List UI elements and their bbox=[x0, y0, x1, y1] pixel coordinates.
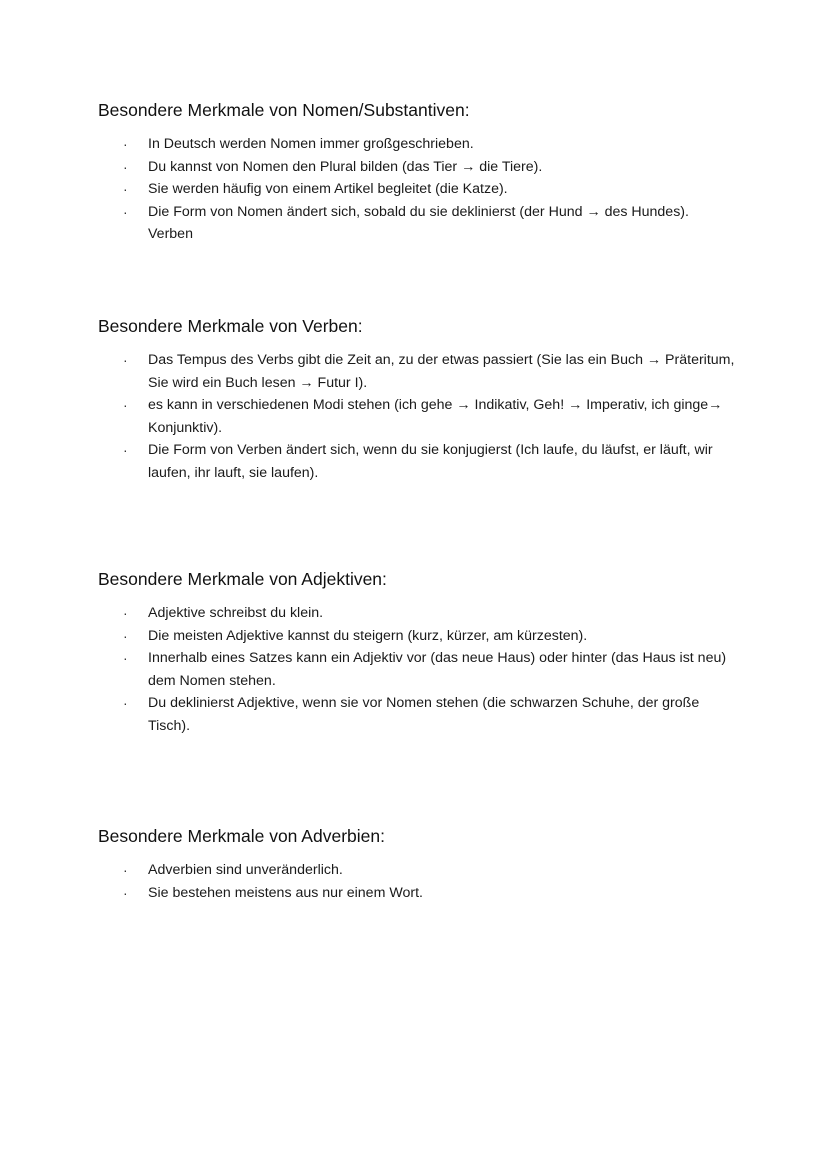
list-item-text: Die meisten Adjektive kannst du steigern (kurz, kürzer, am kürzesten). bbox=[148, 627, 588, 644]
list-item-text: es kann in verschiedenen Modi stehen (ich gehe → Indikativ, Geh! → Imperativ, ich ginge→ Konjunktiv). bbox=[148, 397, 723, 436]
list-item bbox=[98, 439, 738, 484]
section-heading-nomen: Besondere Merkmale von Nomen/Substantiven: bbox=[98, 100, 470, 120]
list-item-continuation bbox=[98, 223, 738, 246]
list-item-text: Adjektive schreibst du klein. bbox=[148, 605, 324, 621]
list-item bbox=[98, 647, 738, 692]
list-item-text: Das Tempus des Verbs gibt die Zeit an, zu der etwas passiert (Sie las ein Buch → Präteritum, Sie wird ein Buch lesen → Futur I). bbox=[148, 352, 735, 391]
section-adverbien bbox=[98, 825, 738, 904]
section-heading-adverbien: Besondere Merkmale von Adverbien: bbox=[98, 826, 385, 846]
list-item bbox=[98, 602, 738, 625]
section-heading-adjektive: Besondere Merkmale von Adjektiven: bbox=[98, 569, 387, 589]
bullet-dot: · bbox=[123, 627, 128, 644]
bullet-dot: · bbox=[123, 181, 128, 197]
bullet-dot: · bbox=[123, 862, 128, 878]
section-verben bbox=[98, 315, 738, 484]
list-item bbox=[98, 133, 738, 156]
section-nomen bbox=[98, 99, 738, 246]
bullet-dot: · bbox=[123, 695, 128, 711]
list-item bbox=[98, 201, 738, 224]
list-item bbox=[98, 692, 738, 737]
list-item bbox=[98, 625, 738, 648]
list-item-text: Innerhalb eines Satzes kann ein Adjektiv vor (das neue Haus) oder hinter (das Haus ist neu) dem Nomen stehen. bbox=[148, 650, 727, 689]
bullet-list-adverbien bbox=[98, 859, 738, 904]
bullet-dot: · bbox=[123, 884, 128, 901]
list-item bbox=[98, 349, 738, 394]
list-item bbox=[98, 178, 738, 201]
bullet-dot: · bbox=[123, 442, 128, 458]
list-item-text: Du deklinierst Adjektive, wenn sie vor Nomen stehen (die schwarzen Schuhe, der große Tisch). bbox=[148, 695, 700, 734]
list-item-text: Die Form von Verben ändert sich, wenn du sie konjugierst (Ich laufe, du läufst, er läuft, wir laufen, ihr lauft, sie laufen). bbox=[148, 442, 713, 481]
list-item-text: Du kannst von Nomen den Plural bilden (das Tier → die Tiere). bbox=[148, 158, 543, 175]
bullet-dot: · bbox=[123, 352, 128, 368]
bullet-dot: · bbox=[123, 203, 128, 220]
list-item bbox=[98, 859, 738, 882]
bullet-dot: · bbox=[123, 158, 128, 175]
list-item bbox=[98, 394, 738, 439]
list-item-text: In Deutsch werden Nomen immer großgeschrieben. bbox=[148, 136, 474, 152]
bullet-list-nomen bbox=[98, 133, 738, 246]
bullet-dot: · bbox=[123, 136, 128, 152]
list-item-text: Verben bbox=[148, 226, 193, 242]
bullet-dot: · bbox=[123, 650, 128, 666]
bullet-list-verben bbox=[98, 349, 738, 484]
list-item bbox=[98, 882, 738, 905]
bullet-list-adjektive bbox=[98, 602, 738, 737]
list-item-text: Adverbien sind unveränderlich. bbox=[148, 862, 343, 878]
section-adjektive bbox=[98, 568, 738, 737]
list-item bbox=[98, 156, 738, 179]
list-item-text: Sie werden häufig von einem Artikel begleitet (die Katze). bbox=[148, 181, 508, 197]
section-heading-verben: Besondere Merkmale von Verben: bbox=[98, 316, 363, 336]
list-item-text: Die Form von Nomen ändert sich, sobald du sie deklinierst (der Hund → des Hundes). bbox=[148, 203, 689, 220]
bullet-dot: · bbox=[123, 605, 128, 621]
list-item-text: Sie bestehen meistens aus nur einem Wort. bbox=[148, 884, 423, 901]
bullet-dot: · bbox=[123, 397, 128, 413]
